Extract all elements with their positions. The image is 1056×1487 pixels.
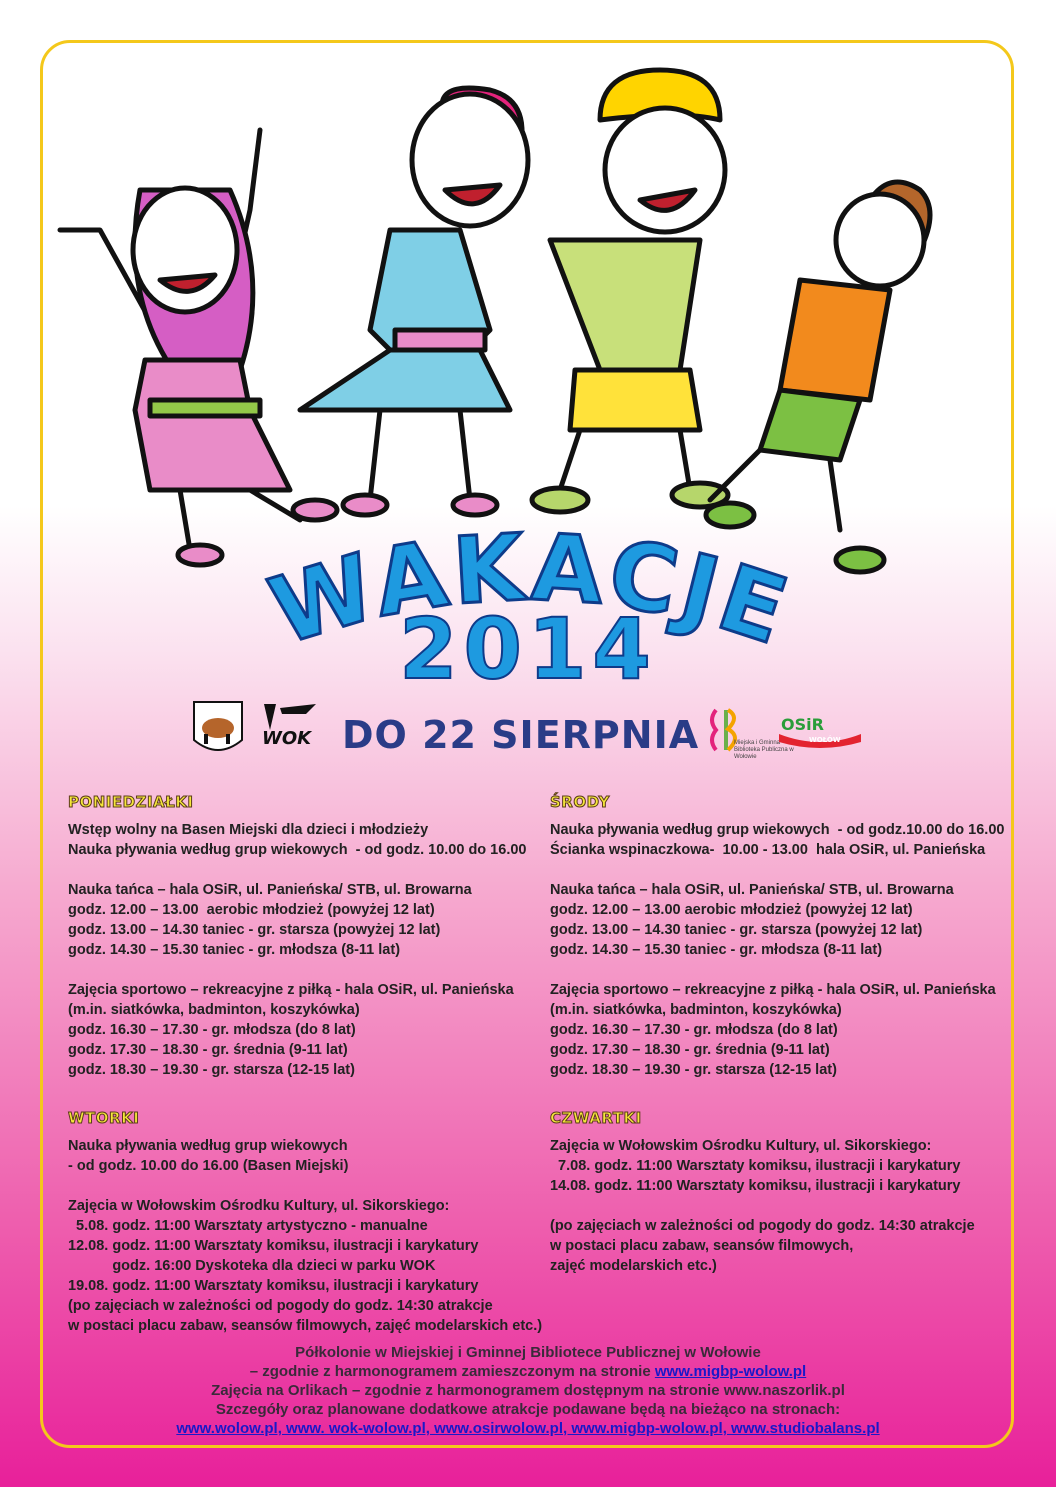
boy-blonde bbox=[532, 70, 728, 512]
schedule-line: godz. 14.30 – 15.30 taniec - gr. młodsza (8-11 lat) bbox=[68, 942, 401, 958]
schedule-line: Nauka pływania według grup wiekowych - od godz.10.00 do 16.00 bbox=[550, 822, 1005, 838]
library-caption: Miejska i Gminna Biblioteka Publiczna w Wołowie bbox=[734, 740, 794, 760]
schedule-line: (m.in. siatkówka, badminton, koszykówka) bbox=[550, 1002, 842, 1018]
schedule-line: 14.08. godz. 11:00 Warsztaty komiksu, ilustracji i karykatury bbox=[550, 1178, 961, 1194]
svg-text:WOK: WOK bbox=[262, 728, 312, 748]
migbp-link[interactable]: www.migbp-wolow.pl bbox=[654, 1363, 807, 1380]
footer-line-4: Szczegóły oraz planowane dodatkowe atrakcje podawane będą na bieżąco na stronach: bbox=[215, 1401, 841, 1418]
line-gap bbox=[68, 860, 526, 880]
schedule-line: Nauka pływania według grup wiekowych bbox=[68, 1138, 348, 1154]
wolow-crest-icon bbox=[192, 700, 244, 760]
schedule-line: Nauka tańca – hala OSiR, ul. Panieńska/ STB, ul. Browarna bbox=[550, 882, 954, 898]
schedule-line: (po zajęciach w zależności od pogody do godz. 14:30 atrakcje bbox=[68, 1298, 493, 1314]
schedule-line: godz. 17.30 – 18.30 - gr. średnia (9-11 lat) bbox=[550, 1042, 830, 1058]
schedule-line: godz. 18.30 – 19.30 - gr. starsza (12-15 lat) bbox=[68, 1062, 355, 1078]
title-word: WAKACJE bbox=[258, 514, 803, 667]
line-gap bbox=[68, 960, 526, 980]
schedule-line: godz. 16.30 – 17.30 - gr. młodsza (do 8 lat) bbox=[68, 1022, 356, 1038]
wednesday-section bbox=[550, 792, 1004, 1080]
footer bbox=[0, 1343, 1056, 1438]
tuesday-heading: WTORKI bbox=[68, 1109, 140, 1127]
schedule-line: godz. 16.30 – 17.30 - gr. młodsza (do 8 lat) bbox=[550, 1022, 838, 1038]
footer-line-2: – zgodnie z harmonogramem zamieszczonym na stronie www.migbp-wolow.pl bbox=[249, 1363, 807, 1380]
thursday-heading: CZWARTKI bbox=[550, 1109, 642, 1127]
schedule-line: Nauka pływania według grup wiekowych - od godz. 10.00 do 16.00 bbox=[68, 842, 527, 858]
wok-logo bbox=[256, 700, 320, 748]
schedule-line: 19.08. godz. 11:00 Warsztaty komiksu, ilustracji i karykatury bbox=[68, 1278, 479, 1294]
year-title: 2014 bbox=[399, 600, 657, 698]
line-gap bbox=[68, 1176, 542, 1196]
schedule-line: w postaci placu zabaw, seansów filmowych, bbox=[550, 1238, 854, 1254]
schedule-line: 5.08. godz. 11:00 Warsztaty artystyczno - manualne bbox=[68, 1218, 428, 1234]
schedule-line: godz. 13.00 – 14.30 taniec - gr. starsza (powyżej 12 lat) bbox=[550, 922, 923, 938]
schedule-line: godz. 12.00 – 13.00 aerobic młodzież (powyżej 12 lat) bbox=[550, 902, 913, 918]
schedule-line: zajęć modelarskich etc.) bbox=[550, 1258, 717, 1274]
schedule-line: Zajęcia sportowo – rekreacyjne z piłką - hala OSiR, ul. Panieńska bbox=[550, 982, 996, 998]
schedule-line: 7.08. godz. 11:00 Warsztaty komiksu, ilustracji i karykatury bbox=[550, 1158, 961, 1174]
schedule-line: (m.in. siatkówka, badminton, koszykówka) bbox=[68, 1002, 360, 1018]
footer-links[interactable]: www.wolow.pl, www. wok-wolow.pl, www.osirwolow.pl, www.migbp-wolow.pl, www.studiobalans.pl bbox=[176, 1420, 880, 1437]
line-gap bbox=[550, 960, 1004, 980]
schedule-line: godz. 18.30 – 19.30 - gr. starsza (12-15 lat) bbox=[550, 1062, 837, 1078]
schedule-line: godz. 17.30 – 18.30 - gr. średnia (9-11 lat) bbox=[68, 1042, 348, 1058]
schedule-line: w postaci placu zabaw, seansów filmowych, zajęć modelarskich etc.) bbox=[68, 1318, 543, 1334]
schedule-line: godz. 12.00 – 13.00 aerobic młodzież (powyżej 12 lat) bbox=[68, 902, 435, 918]
wednesday-heading: ŚRODY bbox=[550, 793, 610, 811]
osir-logo bbox=[775, 710, 865, 750]
thursday-section bbox=[550, 1108, 975, 1276]
monday-section bbox=[68, 792, 526, 1080]
schedule-line: Zajęcia w Wołowskim Ośrodku Kultury, ul. Sikorskiego: bbox=[68, 1198, 450, 1214]
footer-line-1: Półkolonie w Miejskiej i Gminnej Bibliotece Publicznej w Wołowie bbox=[295, 1344, 761, 1361]
schedule-line: 12.08. godz. 11:00 Warsztaty komiksu, ilustracji i karykatury bbox=[68, 1238, 479, 1254]
schedule-line: godz. 14.30 – 15.30 taniec - gr. młodsza (8-11 lat) bbox=[550, 942, 883, 958]
until-date: DO 22 SIERPNIA bbox=[342, 713, 700, 757]
schedule-line: godz. 13.00 – 14.30 taniec - gr. starsza (powyżej 12 lat) bbox=[68, 922, 441, 938]
svg-text:OSiR: OSiR bbox=[781, 715, 824, 734]
monday-heading: PONIEDZIAŁKI bbox=[68, 793, 194, 811]
schedule-line: Ścianka wspinaczkowa- 10.00 - 13.00 hala OSiR, ul. Panieńska bbox=[550, 842, 986, 858]
schedule-line: godz. 16:00 Dyskoteka dla dzieci w parku WOK bbox=[68, 1258, 436, 1274]
footer-line-3: Zajęcia na Orlikach – zgodnie z harmonogramem dostępnym na stronie www.naszorlik.pl bbox=[211, 1382, 845, 1399]
schedule-line: (po zajęciach w zależności od pogody do godz. 14:30 atrakcje bbox=[550, 1218, 975, 1234]
schedule-line: Wstęp wolny na Basen Miejski dla dzieci i młodzieży bbox=[68, 822, 429, 838]
svg-text:WOŁÓW: WOŁÓW bbox=[809, 736, 841, 744]
tuesday-section bbox=[68, 1108, 542, 1336]
schedule-line: - od godz. 10.00 do 16.00 (Basen Miejski) bbox=[68, 1158, 349, 1174]
schedule-line: Nauka tańca – hala OSiR, ul. Panieńska/ STB, ul. Browarna bbox=[68, 882, 472, 898]
schedule-line: Zajęcia sportowo – rekreacyjne z piłką - hala OSiR, ul. Panieńska bbox=[68, 982, 514, 998]
line-gap bbox=[550, 860, 1004, 880]
line-gap bbox=[550, 1196, 975, 1216]
schedule-line: Zajęcia w Wołowskim Ośrodku Kultury, ul. Sikorskiego: bbox=[550, 1138, 932, 1154]
